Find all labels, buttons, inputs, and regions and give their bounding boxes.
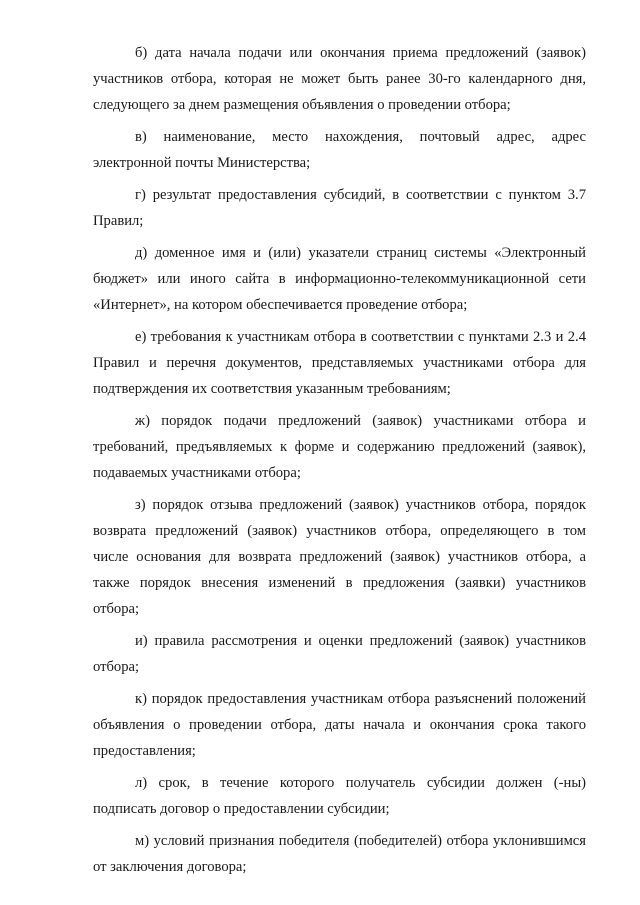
paragraph-z: з) порядок отзыва предложений (заявок) участников отбора, порядок возврата предложений (заявок) участников отбора, определяющего в том числе основания для возврата предложений (заявок) участников отбора, а также порядок внесения изменений в предложения (заявки) участников отбора; bbox=[93, 497, 586, 617]
paragraph-d: д) доменное имя и (или) указатели страниц системы «Электронный бюджет» или иного сайта в информационно-телекоммуникационной сети «Интернет», на котором обеспечивается проведение отбора; bbox=[93, 245, 586, 313]
paragraph-zh: ж) порядок подачи предложений (заявок) участниками отбора и требований, предъявляемых к форме и содержанию предложений (заявок), подаваемых участниками отбора; bbox=[93, 413, 586, 481]
paragraph-e: е) требования к участникам отбора в соответствии с пунктами 2.3 и 2.4 Правил и перечня документов, представляемых участниками отбора для подтверждения их соответствия указанным требованиям; bbox=[93, 329, 586, 397]
paragraph-g: г) результат предоставления субсидий, в соответствии с пунктом 3.7 Правил; bbox=[93, 187, 586, 229]
paragraph-i: и) правила рассмотрения и оценки предложений (заявок) участников отбора; bbox=[93, 633, 586, 675]
paragraph-m: м) условий признания победителя (победителей) отбора уклонившимся от заключения договора; bbox=[93, 833, 586, 875]
paragraph-b: б) дата начала подачи или окончания приема предложений (заявок) участников отбора, которая не может быть ранее 30-го календарного дня, следующего за днем размещения объявления о проведении отбора; bbox=[93, 45, 586, 113]
paragraph-k: к) порядок предоставления участникам отбора разъяснений положений объявления о проведении отбора, даты начала и окончания срока такого предоставления; bbox=[93, 691, 586, 759]
paragraph-l: л) срок, в течение которого получатель субсидии должен (-ны) подписать договор о предоставлении субсидии; bbox=[93, 775, 586, 817]
paragraph-v: в) наименование, место нахождения, почтовый адрес, адрес электронной почты Министерства; bbox=[93, 129, 586, 171]
